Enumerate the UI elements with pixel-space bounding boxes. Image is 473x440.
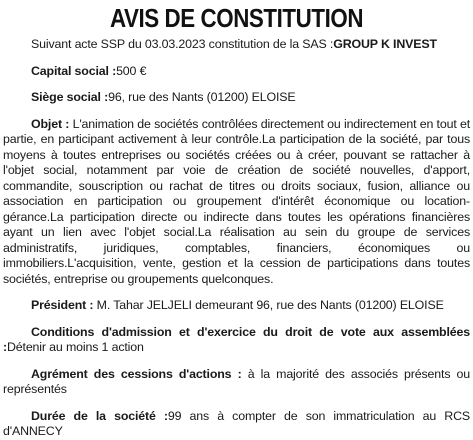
objet-label: Objet :: [31, 116, 70, 131]
capital-value: 500 €: [116, 63, 147, 78]
conditions-paragraph: [3, 325, 470, 356]
duree-value: 99 ans à compter de son immatriculation au RCS d'ANNECY: [3, 408, 470, 438]
intro-paragraph: [3, 37, 470, 53]
siege-paragraph: [3, 90, 470, 106]
capital-label: Capital social :: [31, 63, 117, 78]
conditions-label: Conditions d'admission et d'exercice du droit de vote aux assemblées :: [3, 324, 470, 354]
company-name: GROUP K INVEST: [333, 37, 437, 51]
siege-label: Siège social :: [31, 90, 109, 104]
conditions-value: Détenir au moins 1 action: [6, 340, 144, 354]
notice-title: AVIS DE CONSTITUTION: [109, 3, 364, 33]
agrement-paragraph: [3, 367, 470, 398]
siege-value: 96, rue des Nants (01200) ELOISE: [108, 90, 296, 104]
president-paragraph: [3, 298, 470, 314]
president-value: M. Tahar JELJELI demeurant 96, rue des Nants (01200) ELOISE: [93, 298, 444, 312]
agrement-value: à la majorité des associés présents ou représentés: [3, 366, 471, 396]
objet-value: L'animation de sociétés contrôlées directement ou indirectement en tout et partie, en participant activement à leur contrôle.La participation de la société, par tous moyens à toutes entreprises ou sociétés créées ou à créer, pouvant se rattacher à l'objet social, notamment par voie de création de société nouvelles, d'apport, commandite, souscription ou rachat de titres ou droits sociaux, fusion, alliance ou association en participation ou groupement d'intérêt économique ou location-gérance.La participation directe ou indirecte dans toutes les opérations financières ayant un lien avec l'objet social.La réalisation au sein du groupe de services administratifs, juridiques, comptables, financiers, économiques ou immobiliers.L'acquisition, vente, gestion et la cession de participations dans toutes sociétés, entreprise ou groupements quelconques.: [3, 116, 471, 286]
capital-paragraph: [3, 64, 470, 80]
legal-notice: [0, 3, 473, 438]
objet-paragraph: [3, 117, 470, 288]
agrement-label: Agrément des cessions d'actions :: [31, 366, 242, 381]
duree-paragraph: [3, 409, 470, 440]
duree-label: Durée de la société :: [31, 408, 168, 423]
president-label: Président :: [31, 298, 94, 312]
intro-text: Suivant acte SSP du 03.03.2023 constitution de la SAS :: [31, 37, 334, 51]
